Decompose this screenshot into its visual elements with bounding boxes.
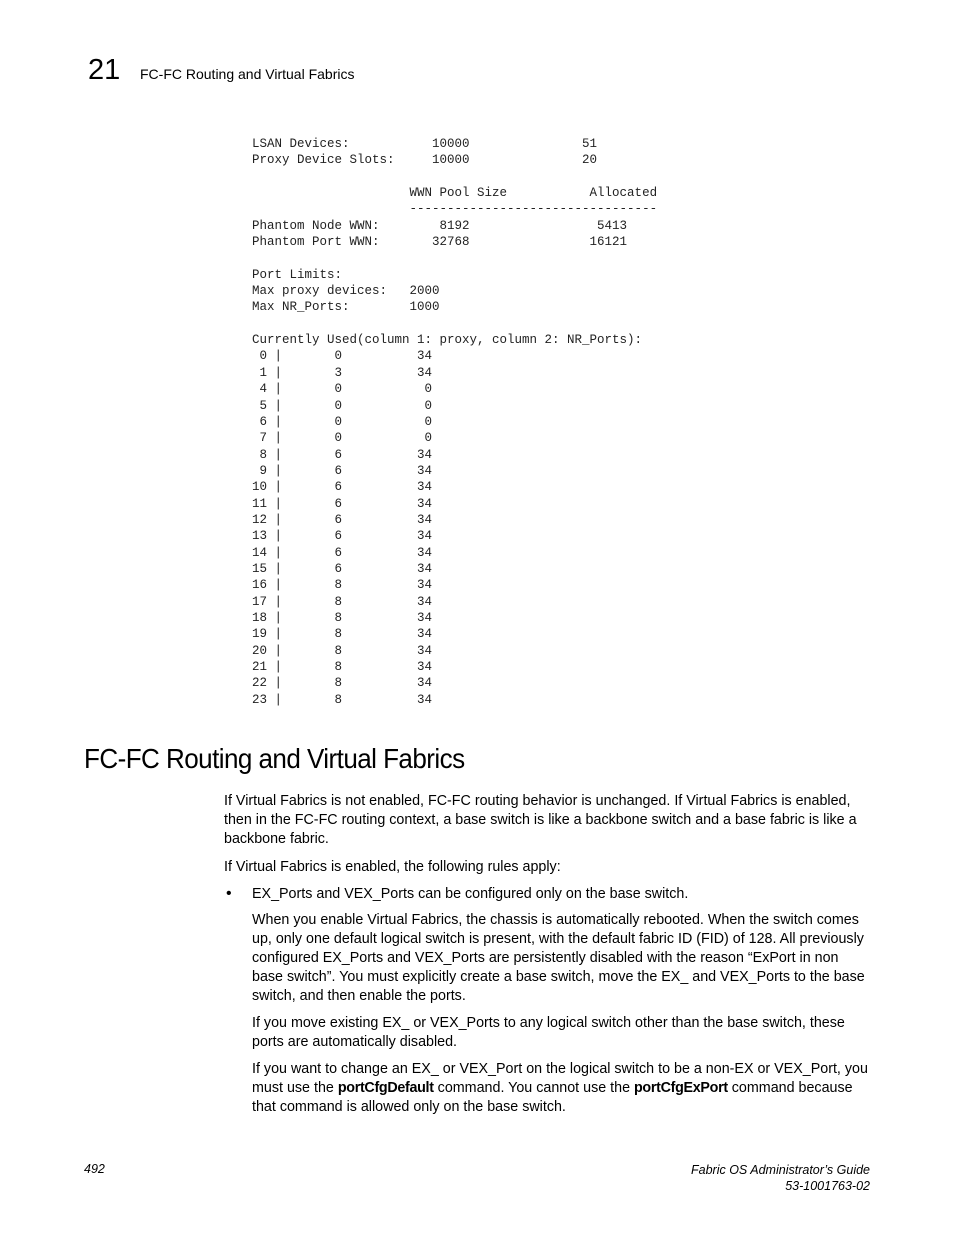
doc-id: 53-1001763-02 <box>785 1179 870 1193</box>
code-line: Currently Used(column 1: proxy, column 2: NR_Ports): <box>252 333 643 348</box>
footer-doc-info <box>691 1162 870 1194</box>
code-line: 12 | 6 34 <box>252 512 433 527</box>
code-line: 15 | 6 34 <box>252 561 433 576</box>
command-portcfgexport: portCfgExPort <box>634 1080 728 1096</box>
code-line: 18 | 8 34 <box>252 610 433 625</box>
code-block <box>252 136 657 708</box>
text-span: command because that command is allowed only on the base switch. <box>252 1080 853 1115</box>
code-line: Port Limits: <box>252 267 343 282</box>
code-line: 10 | 6 34 <box>252 480 433 495</box>
code-line: Proxy Device Slots: 10000 20 <box>252 153 598 168</box>
code-line: 7 | 0 0 <box>259 431 433 446</box>
sub-paragraph-move: If you move existing EX_ or VEX_Ports to any logical switch other than the base switch, these ports are automatically disabled. <box>252 1015 845 1050</box>
section-heading: FC-FC Routing and Virtual Fabrics <box>84 743 465 774</box>
page-number: 492 <box>84 1162 105 1176</box>
code-line: 4 | 0 0 <box>259 382 433 397</box>
code-line: 0 | 0 34 <box>259 349 433 364</box>
bullet-item: EX_Ports and VEX_Ports can be configured only on the base switch. <box>252 886 689 902</box>
code-line: 19 | 8 34 <box>252 627 433 642</box>
chapter-number: 21 <box>88 54 121 86</box>
code-line: 22 | 8 34 <box>252 676 433 691</box>
command-portcfgdefault: portCfgDefault <box>337 1080 434 1096</box>
code-line: WWN Pool Size Allocated <box>409 186 658 201</box>
code-line: LSAN Devices: 10000 51 <box>252 137 598 151</box>
sub-paragraph-reboot: When you enable Virtual Fabrics, the chassis is automatically rebooted. When the switch comes up, only one default logical switch is present, with the default fabric ID (FID) of 128. All previously configured EX_Ports and VEX_Ports are persistently disabled with the reason “ExPort in non base switch”. You must explicitly create a base switch, move the EX_ and VEX_Ports to the base switch, and then enable the ports. <box>252 912 865 1004</box>
code-line: 20 | 8 34 <box>252 643 433 658</box>
code-line: Max NR_Ports: 1000 <box>252 300 440 315</box>
code-line: Max proxy devices: 2000 <box>252 284 440 299</box>
code-line: 13 | 6 34 <box>252 529 433 544</box>
rules-intro-paragraph: If Virtual Fabrics is enabled, the following rules apply: <box>224 859 561 875</box>
code-line: 23 | 8 34 <box>252 692 433 707</box>
code-line: 16 | 8 34 <box>252 578 433 593</box>
code-line: 5 | 0 0 <box>259 398 433 413</box>
code-line: 14 | 6 34 <box>252 545 433 560</box>
code-line: 21 | 8 34 <box>252 660 433 674</box>
code-line: 1 | 3 34 <box>259 365 433 380</box>
text-span: If you want to change an EX_ or VEX_Port on the logical switch to be a non-EX or VEX_Port, you must use the <box>252 1061 868 1096</box>
sub-paragraph-change <box>252 1060 872 1117</box>
chapter-title: FC-FC Routing and Virtual Fabrics <box>140 66 355 82</box>
doc-title: Fabric OS Administrator’s Guide <box>691 1163 870 1177</box>
code-line: 9 | 6 34 <box>259 463 433 478</box>
code-line: Phantom Node WWN: 8192 5413 <box>252 218 628 233</box>
text-span: command. You cannot use the <box>433 1080 634 1096</box>
code-line: 8 | 6 34 <box>259 447 433 462</box>
bullet-icon: • <box>226 885 232 902</box>
code-line: --------------------------------- <box>409 202 658 217</box>
code-line: 11 | 6 34 <box>252 496 433 511</box>
code-line: 17 | 8 34 <box>252 594 433 609</box>
code-line: 6 | 0 0 <box>259 414 433 429</box>
intro-paragraph: If Virtual Fabrics is not enabled, FC-FC routing behavior is unchanged. If Virtual Fabrics is enabled, then in the FC-FC routing context, a base switch is like a backbone switch and a base fabric is like a backbone fabric. <box>224 793 857 847</box>
code-line: Phantom Port WWN: 32768 16121 <box>252 235 628 250</box>
